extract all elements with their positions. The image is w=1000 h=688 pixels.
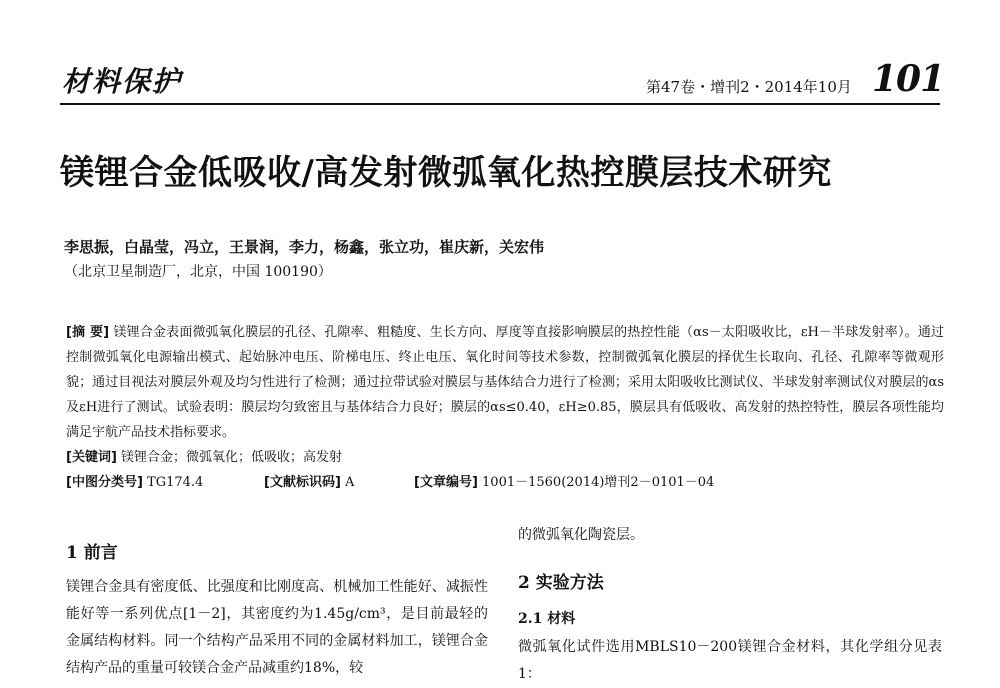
doc-code-label: [文献标识码] [264, 475, 341, 490]
article-no-label: [文章编号] [414, 475, 478, 490]
keywords [66, 446, 342, 465]
continued-text: 的微弧氧化陶瓷层。 [518, 527, 644, 543]
page-number: 101 [872, 58, 945, 100]
body-paragraph: 微弧氧化试件选用MBLS10－200镁锂合金材料，其化学组分见表1： [518, 639, 942, 682]
issue-info: 第47卷・增刊2・2014年10月 [646, 78, 852, 96]
header-rule [60, 103, 940, 105]
section-heading: 1 前言 [66, 543, 118, 563]
article-title: 镁锂合金低吸收/高发射微弧氧化热控膜层技术研究 [60, 153, 832, 193]
affiliation: （北京卫星制造厂，北京，中国 100190） [64, 264, 332, 280]
clc-value: TG174.4 [147, 475, 204, 490]
body-paragraph: 镁锂合金具有密度低、比强度和比刚度高、机械加工性能好、减振性能好等一系列优点[1－2]，其密度约为1.45g/cm³，是目前最轻的金属结构材料。同一个结构产品采用不同的金属材料加工，镁锂合金结构产品的重量可较镁合金产品减重约18%，较 [66, 579, 488, 676]
keywords-label: [关键词] [66, 450, 117, 465]
keywords-text: 镁锂合金；微弧氧化；低吸收；高发射 [121, 450, 343, 465]
subsection-heading: 2.1 材料 [518, 611, 576, 627]
clc-label: [中图分类号] [66, 475, 143, 490]
author-list: 李思振，白晶莹，冯立，王景润，李力，杨鑫，张立功，崔庆新，关宏伟 [64, 238, 545, 256]
abstract [66, 320, 944, 445]
abstract-label: [摘 要] [66, 325, 110, 340]
section-heading: 2 实验方法 [518, 573, 604, 593]
doc-code-value: A [345, 475, 355, 490]
abstract-text: 镁锂合金表面微弧氧化膜层的孔径、孔隙率、粗糙度、生长方向、厚度等直接影响膜层的热控性能（αs－太阳吸收比，εH－半球发射率）。通过控制微弧氧化电源输出模式、起始脉冲电压、阶梯电压、终止电压、氧化时间等技术参数，控制微弧氧化膜层的择优生长取向、孔径、孔隙率等微观形貌；通过目视法对膜层外观及均匀性进行了检测；通过拉带试验对膜层与基体结合力进行了检测；采用太阳吸收比测试仪、半球发射率测试仪对膜层的αs及εH进行了测试。试验表明：膜层均匀致密且与基体结合力良好；膜层的αs≤0.40，εH≥0.85，膜层具有低吸收、高发射的热控特性，膜层各项性能均满足宇航产品技术指标要求。 [66, 325, 944, 440]
article-no-value: 1001－1560(2014)增刊2－0101－04 [482, 475, 715, 490]
journal-name: 材料保护 [62, 65, 183, 98]
